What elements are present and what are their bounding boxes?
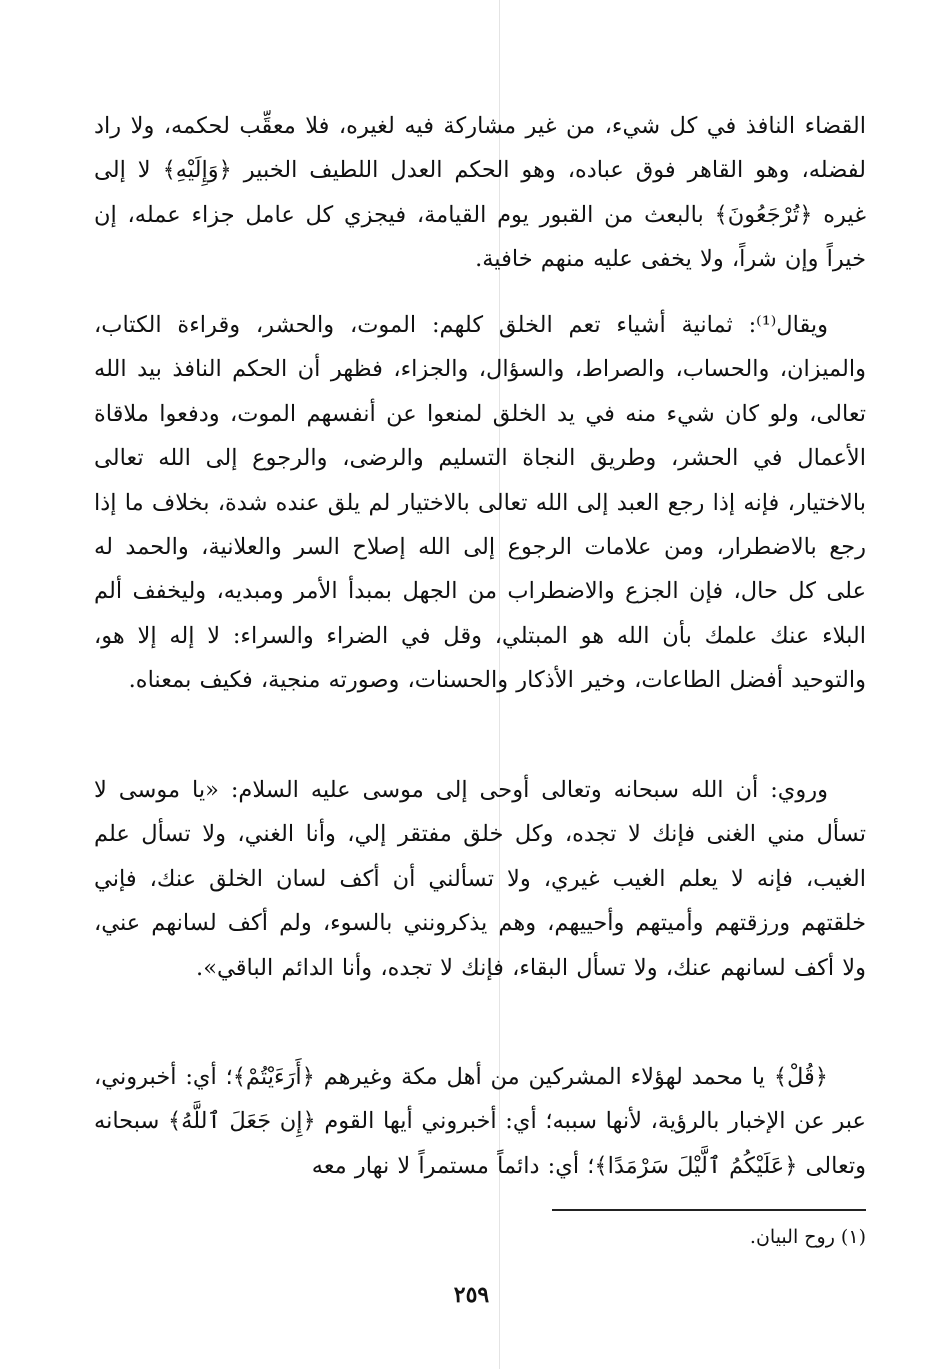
footnote: (١) روح البيان.	[749, 1226, 866, 1248]
paragraph-text: ويقال⁽¹⁾: ثمانية أشياء تعم الخلق كلهم: الموت، والحشر، وقراءة الكتاب، والميزان، والحساب، والصراط، والسؤال، والجزاء، فظهر أن الحكم النافذ بيد الله تعالى، ولو كان شيء منه في يد الخلق لمنعوا عن أنفسهم الموت، ودفعوا ملاقاة الأعمال في الحشر، وطريق النجاة التسليم والرضى، والرجوع إلى الله تعالى بالاختيار، فإنه إذا رجع العبد إلى الله تعالى بالاختيار لم يلق عنده شدة، بخلاف ما إذا رجع بالاضطرار، ومن علامات الرجوع إلى الله إصلاح السر والعلانية، والحمد له على كل حال، فإن الجزع والاضطراب من الجهل بمبدأ الأمر ومبديه، وليخفف ألم البلاء عنك علمك بأن الله هو المبتلي، وقل في الضراء والسراء: لا إله إلا هو، والتوحيد أفضل الطاعات، وخير الأذكار والحسنات، وصورته منجية، فكيف بمعناه.	[94, 312, 866, 694]
paragraph-text: ﴿قُلْ﴾ يا محمد لهؤلاء المشركين من أهل مكة وغيرهم ﴿أَرَءَيْتُمْ﴾؛ أي: أخبروني، عبر عن الإخبار بالرؤية، لأنها سببه؛ أي: أخبروني أيها القوم ﴿إِن جَعَلَ ٱللَّهُ﴾ سبحانه وتعالى ﴿عَلَيْكُمُ ٱلَّيْلَ سَرْمَدًا﴾؛ أي: دائماً مستمراً لا نهار معه	[94, 1064, 866, 1179]
page-number: ٢٥٩	[453, 1282, 490, 1308]
footnote-divider	[552, 1209, 866, 1211]
paragraph-text: القضاء النافذ في كل شيء، من غير مشاركة فيه لغيره، فلا معقِّب لحكمه، ولا راد لفضله، وهو القاهر فوق عباده، وهو الحكم العدل اللطيف الخبير ﴿وَإِلَيْهِ﴾ لا إلى غيره ﴿تُرْجَعُونَ﴾ بالبعث من القبور يوم القيامة، فيجزي كل عامل جزاء عمله، إن خيراً وإن شراً، ولا يخفى عليه منهم خافية.	[94, 113, 866, 273]
paragraph-text: وروي: أن الله سبحانه وتعالى أوحى إلى موسى عليه السلام: «يا موسى لا تسأل مني الغنى فإنك لا تجده، وكل خلق مفتقر إلي، وأنا الغني، ولا تسأل علم الغيب، فإنه لا يعلم الغيب غيري، ولا تسألني أن أكف لسان الخلق عنك، فإني خلقتهم ورزقتهم وأميتهم وأحييهم، وهم يذكرونني بالسوء، ولم أكف لسانهم عني، ولا أكف لسانهم عنك، ولا تسأل البقاء، فإنك لا تجده، وأنا الدائم الباقي».	[94, 777, 866, 981]
paragraph-4	[94, 1055, 866, 1188]
paragraph-1	[94, 104, 866, 282]
paragraph-3	[94, 768, 866, 990]
paragraph-2	[94, 303, 866, 703]
